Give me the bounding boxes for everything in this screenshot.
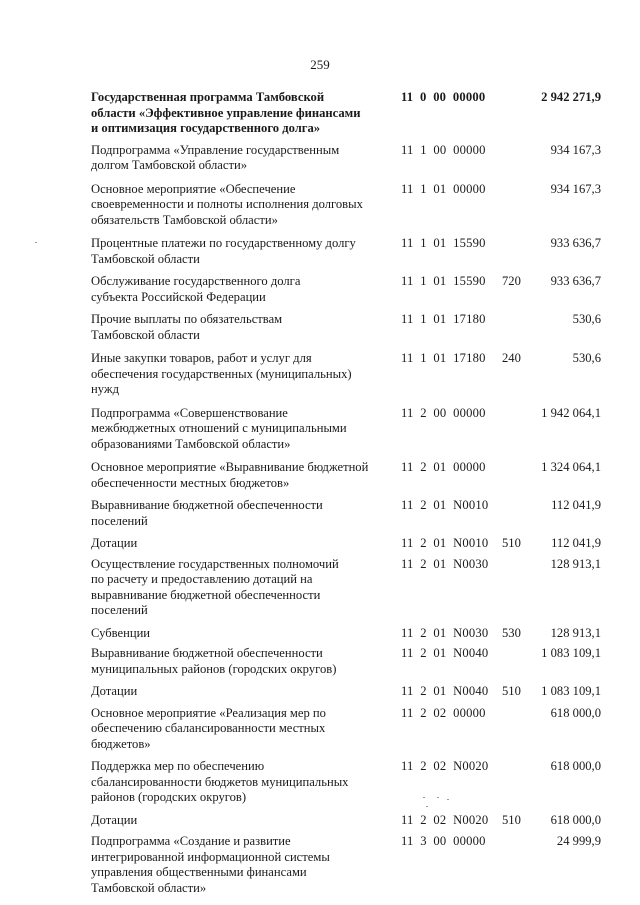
row-name: Государственная программа Тамбовской области «Эффективное управление финансами и оптимизация государственного долга» [91, 90, 361, 135]
scan-speck [437, 797, 439, 798]
row-amount: 112 041,9 [551, 498, 601, 512]
budget-table [0, 90, 640, 896]
scan-speck [423, 797, 425, 798]
row-expense-type: 510 [502, 536, 521, 550]
row-amount: 2 942 271,9 [541, 90, 601, 104]
row-code: 11 2 01 N0010 [401, 536, 489, 550]
row-name: Иные закупки товаров, работ и услуг для обеспечения государственных (муниципальных) нужд [91, 351, 352, 396]
scan-speck [35, 242, 37, 243]
table-row [0, 626, 640, 642]
row-amount: 530,6 [572, 312, 601, 326]
row-amount: 934 167,3 [550, 142, 601, 157]
row-amount: 618 000,0 [550, 812, 601, 827]
table-row [0, 274, 640, 305]
table-row [0, 406, 640, 453]
row-expense-type: 510 [502, 684, 521, 698]
row-name: Подпрограмма «Создание и развитие интегрированной информационной системы управления общественными финансами Тамбовской области» [91, 834, 330, 895]
scan-speck [447, 799, 449, 800]
table-row [0, 182, 640, 229]
row-name: Подпрограмма «Совершенствование межбюджетных отношений с муниципальными образованиями Тамбовской области» [91, 405, 347, 451]
row-amount: 933 636,7 [550, 236, 601, 250]
row-expense-type: 240 [502, 351, 521, 365]
table-row [0, 312, 640, 343]
row-name: Подпрограмма «Управление государственным долгом Тамбовской области» [91, 142, 340, 172]
row-amount: 933 636,7 [550, 274, 601, 288]
row-amount: 1 083 109,1 [541, 646, 601, 660]
row-code: 11 2 02 N0020 [401, 759, 489, 773]
row-code: 11 0 00 00000 [401, 90, 486, 104]
row-expense-type: 720 [502, 274, 521, 288]
row-name: Прочие выплаты по обязательствам Тамбовской области [91, 312, 283, 342]
row-name: Основное мероприятие «Реализация мер по обеспечению сбалансированности местных бюджетов» [91, 705, 326, 751]
row-code: 11 2 01 N0030 [401, 556, 489, 571]
row-code: 11 2 01 N0030 [401, 625, 489, 640]
page-number: 259 [310, 57, 330, 72]
row-amount: 112 041,9 [551, 536, 601, 550]
row-name: Дотации [91, 536, 138, 550]
row-amount: 530,6 [572, 351, 601, 365]
row-code: 11 2 01 N0040 [401, 684, 489, 698]
table-row [0, 813, 640, 829]
row-name: Выравнивание бюджетной обеспеченности поселений [91, 498, 323, 528]
row-code: 11 1 01 15590 [401, 274, 486, 288]
scan-speck [426, 806, 428, 807]
row-code: 11 2 01 N0010 [401, 498, 489, 512]
row-name: Основное мероприятие «Выравнивание бюджетной обеспеченности местных бюджетов» [91, 460, 369, 490]
row-expense-type: 530 [502, 625, 521, 640]
row-amount: 618 000,0 [550, 705, 601, 720]
table-row [0, 706, 640, 753]
table-row [0, 684, 640, 700]
row-name: Дотации [91, 812, 138, 827]
table-row [0, 351, 640, 398]
row-amount: 128 913,1 [550, 556, 601, 571]
row-amount: 128 913,1 [550, 625, 601, 640]
table-row [0, 236, 640, 267]
table-row [0, 646, 640, 677]
row-name: Выравнивание бюджетной обеспеченности муниципальных районов (городских округов) [91, 646, 337, 676]
row-name: Процентные платежи по государственному долгу Тамбовской области [91, 236, 356, 266]
row-code: 11 1 01 00000 [401, 181, 486, 196]
row-amount: 934 167,3 [550, 181, 601, 196]
row-name: Дотации [91, 684, 138, 698]
row-code: 11 1 01 17180 [401, 351, 486, 365]
table-row [0, 498, 640, 529]
row-amount: 618 000,0 [550, 759, 601, 773]
row-name: Осуществление государственных полномочий по расчету и предоставлению дотаций на выравнивание бюджетной обеспеченности поселений [91, 556, 339, 617]
row-code: 11 1 00 00000 [401, 142, 486, 157]
row-code: 11 3 00 00000 [401, 834, 486, 848]
row-name: Обслуживание государственного долга субъекта Российской Федерации [91, 274, 301, 304]
row-name: Основное мероприятие «Обеспечение своевременности и полноты исполнения долговых обязательств Тамбовской области» [91, 181, 363, 227]
table-row [0, 759, 640, 806]
row-code: 11 2 01 00000 [401, 460, 486, 474]
row-amount: 24 999,9 [556, 834, 601, 848]
row-code: 11 1 01 17180 [401, 312, 486, 326]
row-code: 11 2 00 00000 [401, 405, 486, 420]
table-row [0, 557, 640, 619]
row-name: Субвенции [91, 625, 151, 640]
row-code: 11 2 02 00000 [401, 705, 486, 720]
table-row [0, 90, 640, 137]
row-expense-type: 510 [502, 812, 521, 827]
table-row [0, 536, 640, 552]
row-code: 11 2 02 N0020 [401, 812, 489, 827]
table-row [0, 143, 640, 174]
row-name: Поддержка мер по обеспечению сбалансированности бюджетов муниципальных районов (городских округов) [91, 759, 349, 804]
row-code: 11 2 01 N0040 [401, 646, 489, 660]
row-amount: 1 083 109,1 [541, 684, 601, 698]
table-row [0, 834, 640, 896]
table-row [0, 460, 640, 491]
row-amount: 1 942 064,1 [541, 405, 601, 420]
row-code: 11 1 01 15590 [401, 236, 486, 250]
row-amount: 1 324 064,1 [541, 460, 601, 474]
